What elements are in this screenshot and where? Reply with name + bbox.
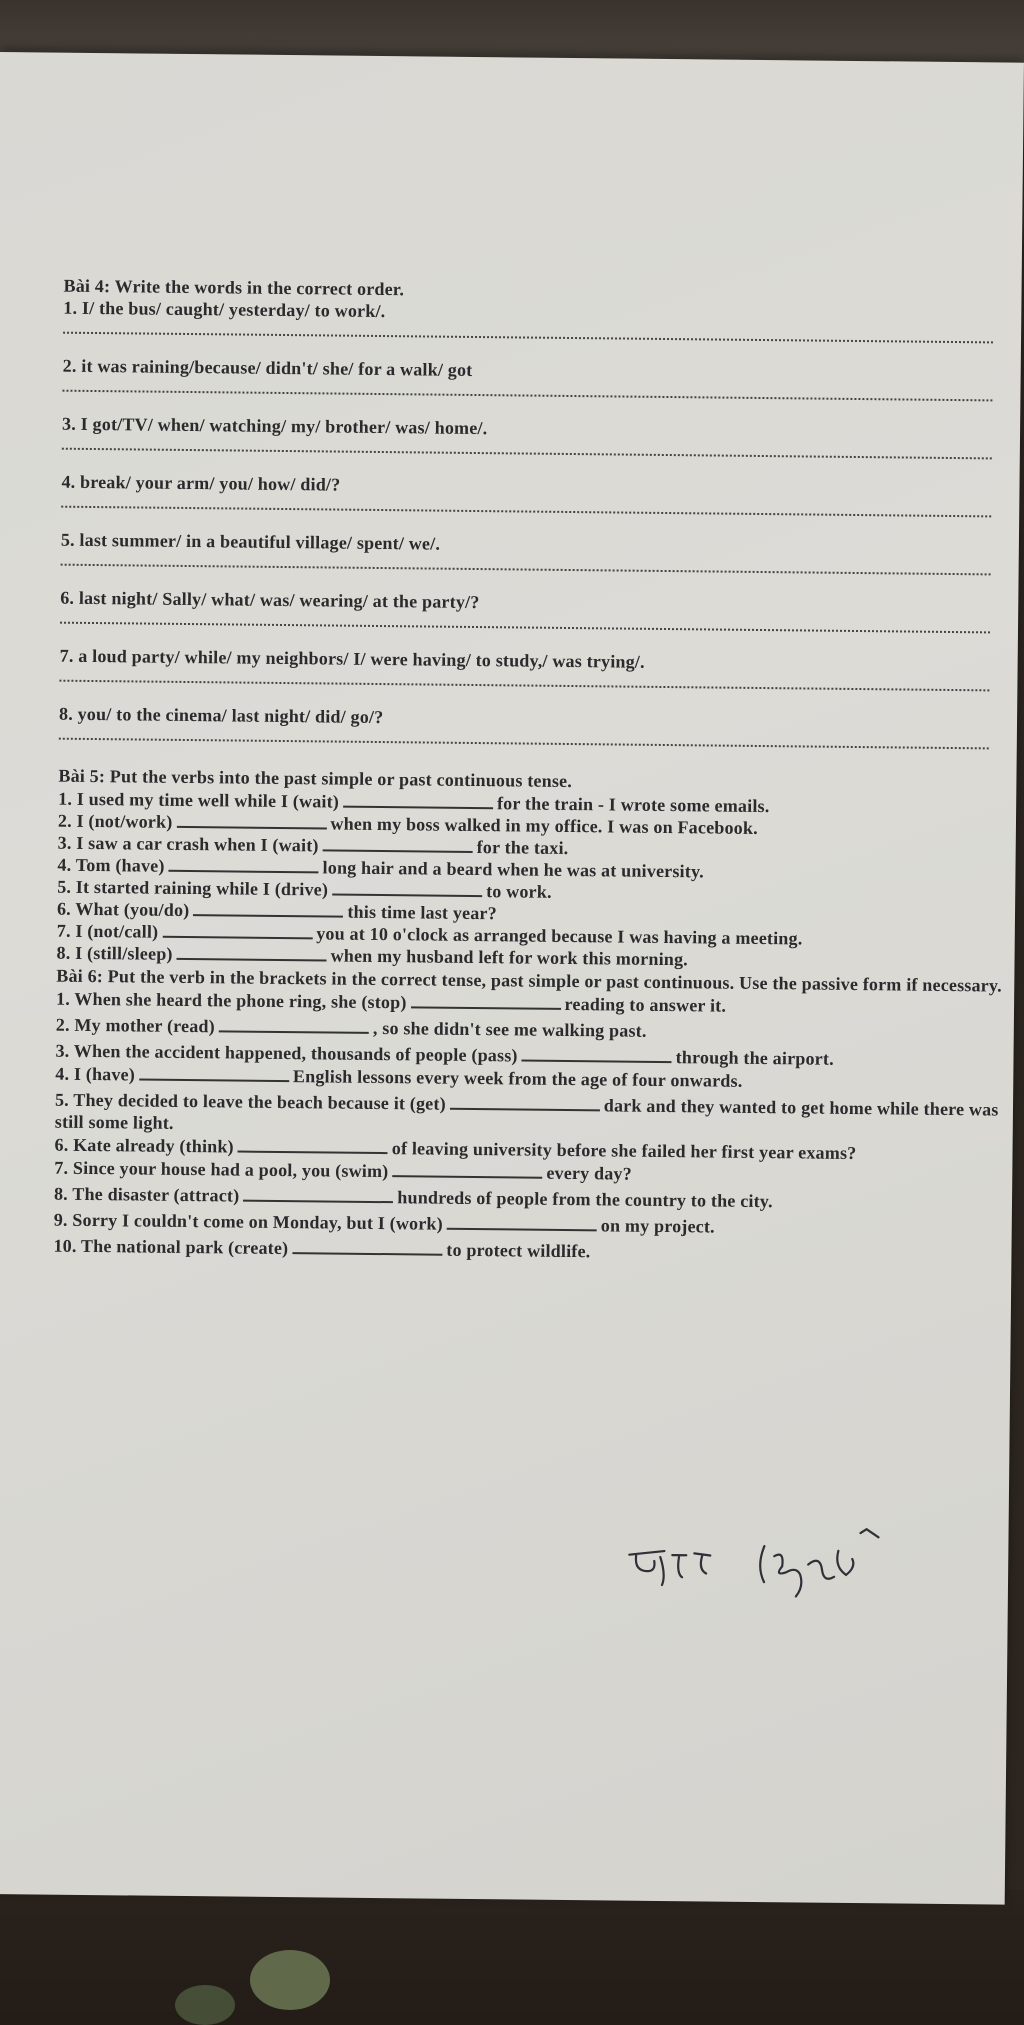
item-text-after: reading to answer it. <box>564 993 727 1016</box>
fill-blank[interactable] <box>292 1236 442 1256</box>
fill-blank[interactable] <box>177 942 327 962</box>
exercise-6-list <box>53 987 1006 1270</box>
item-text-after: you at 10 o'clock as arranged because I was having a meeting. <box>316 923 803 949</box>
table-surface-bottom <box>0 1890 1024 2025</box>
item-text-before: 8. I (still/sleep) <box>56 942 173 964</box>
item-text-before: 7. I (not/call) <box>56 920 159 942</box>
worksheet-paper <box>0 52 1024 1905</box>
answer-line <box>61 506 991 518</box>
item-text-before: 7. Since your house had a pool, you (swim) <box>54 1157 389 1182</box>
answer-line <box>62 448 992 460</box>
reorder-item-7 <box>59 645 1010 713</box>
item-text-after: for the train - I wrote some emails. <box>496 793 770 817</box>
item-text-after: to work. <box>486 881 552 902</box>
item-text-before: 2. My mother (read) <box>55 1014 216 1037</box>
item-text-after: , so she didn't see me walking past. <box>372 1017 647 1041</box>
item-text-before: 10. The national park (create) <box>53 1235 289 1259</box>
item-text-before: 4. I (have) <box>55 1063 136 1085</box>
item-text-after: when my boss walked in my office. I was on Facebook. <box>330 813 758 838</box>
item-text-before: 9. Sorry I couldn't come on Monday, but I (work) <box>53 1209 443 1234</box>
item-text-after: to protect wildlife. <box>446 1239 591 1262</box>
item-text-after: long hair and a beard when he was at university. <box>322 857 705 882</box>
answer-line <box>63 332 993 344</box>
item-text-before: 1. I used my time well while I (wait) <box>58 788 340 812</box>
reorder-prompt: 3. I got/TV/ when/ watching/ my/ brother/ was/ home/. <box>62 413 488 439</box>
fill-blank[interactable] <box>392 1159 542 1179</box>
answer-line <box>59 738 989 750</box>
green-object-shadow <box>175 1985 235 2025</box>
reorder-item-2 <box>62 355 1013 423</box>
worksheet-content <box>53 275 1013 1270</box>
item-text-after: on my project. <box>600 1215 715 1237</box>
green-object <box>250 1950 330 2010</box>
fill-blank[interactable] <box>193 898 343 918</box>
answer-line <box>61 564 991 576</box>
reorder-item-4 <box>61 471 1012 539</box>
fill-blank[interactable] <box>243 1184 393 1204</box>
reorder-item-8 <box>59 703 1010 771</box>
fill-blank[interactable] <box>162 920 312 940</box>
reorder-prompt: 2. it was raining/because/ didn't/ she/ for a walk/ got <box>62 355 473 380</box>
item-text-before: 5. They decided to leave the beach because it (get) <box>54 1089 446 1114</box>
item-text-before: 4. Tom (have) <box>57 854 165 876</box>
item-text-after: through the airport. <box>675 1047 834 1069</box>
fill-blank[interactable] <box>447 1212 597 1232</box>
item-text-after: dark and they wanted to get home while there was still some light. <box>54 1095 999 1133</box>
exercise-5-list <box>56 787 1008 973</box>
answer-line <box>59 680 989 692</box>
fill-blank[interactable] <box>332 878 482 898</box>
reorder-item-3 <box>62 413 1013 481</box>
item-text-before: 8. The disaster (attract) <box>53 1183 240 1206</box>
item-text-before: 1. When she heard the phone ring, she (stop) <box>55 988 407 1013</box>
exercise-6-heading: Bài 6: Put the verb in the brackets in the correct tense, past simple or past continuous. Use the passive form if necessary. <box>56 965 1002 996</box>
fill-blank[interactable] <box>450 1092 600 1112</box>
exercise-5-heading: Bài 5: Put the verbs into the past simple or past continuous tense. <box>58 765 573 792</box>
fill-blank[interactable] <box>176 810 326 830</box>
reorder-prompt: 8. you/ to the cinema/ last night/ did/ go/? <box>58 703 384 728</box>
item-text-after: of leaving university before she failed her first year exams? <box>391 1138 857 1164</box>
fill-blank[interactable] <box>323 833 473 853</box>
fill-blank[interactable] <box>522 1044 672 1064</box>
item-text-after: when my husband left for work this morning. <box>330 945 689 970</box>
item-text-before: 6. What (you/do) <box>56 898 190 921</box>
reorder-prompt: 1. I/ the bus/ caught/ yesterday/ to work/. <box>63 297 386 322</box>
item-text-after: this time last year? <box>347 901 497 924</box>
handwritten-scribble <box>624 1525 945 1608</box>
item-text-before: 3. I saw a car crash when I (wait) <box>57 832 319 856</box>
item-text-before: 5. It started raining while I (drive) <box>57 876 329 900</box>
reorder-prompt: 6. last night/ Sally/ what/ was/ wearing/ at the party/? <box>60 587 480 613</box>
fill-blank[interactable] <box>411 990 561 1010</box>
item-text-after: English lessons every week from the age of four onwards. <box>292 1066 743 1091</box>
item-text-after: every day? <box>546 1162 633 1184</box>
answer-line <box>62 390 992 402</box>
item-text-before: 2. I (not/work) <box>57 810 173 832</box>
answer-line <box>60 622 990 634</box>
reorder-prompt: 7. a loud party/ while/ my neighbors/ I/ were having/ to study,/ was trying/. <box>59 645 645 672</box>
item-text-after: for the taxi. <box>476 837 569 858</box>
fill-blank[interactable] <box>343 790 493 810</box>
item-text-before: 3. When the accident happened, thousands of people (pass) <box>55 1040 518 1066</box>
reorder-item-1 <box>63 297 1014 365</box>
reorder-prompt: 4. break/ your arm/ you/ how/ did/? <box>61 471 341 495</box>
fill-blank[interactable] <box>238 1135 388 1155</box>
reorder-prompt: 5. last summer/ in a beautiful village/ spent/ we/. <box>60 529 441 554</box>
fill-blank[interactable] <box>139 1063 289 1083</box>
reorder-item-6 <box>60 587 1011 655</box>
item-text-before: 6. Kate already (think) <box>54 1134 234 1157</box>
item-text-after: hundreds of people from the country to the city. <box>397 1187 773 1212</box>
fill-blank[interactable] <box>169 854 319 874</box>
fill-blank[interactable] <box>219 1014 369 1034</box>
reorder-item-5 <box>60 529 1011 597</box>
exercise-4-heading: Bài 4: Write the words in the correct order. <box>63 275 405 300</box>
